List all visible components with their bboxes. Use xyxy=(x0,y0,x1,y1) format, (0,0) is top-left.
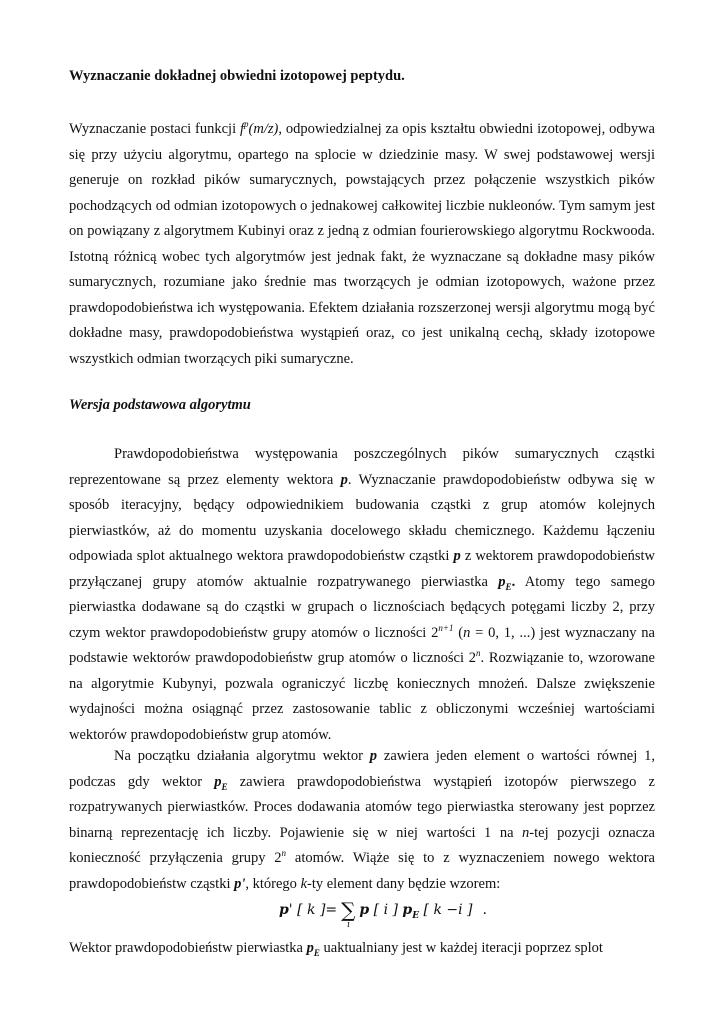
vector-subscript: E xyxy=(221,781,228,792)
section-paragraph-3 xyxy=(69,936,655,962)
vector-symbol: p xyxy=(498,573,506,590)
function-argument: (m/z) xyxy=(248,121,279,137)
formula-lhs-index: ' [ k ]= xyxy=(288,902,338,918)
text-run: Na początku działania algorytmu wektor xyxy=(114,748,370,764)
text-run: = 0, 1, ...) jest wyznaczany na podstawie wektorów prawdopodobieństw grup atomów o liczności 2 xyxy=(69,624,655,666)
text-run: Prawdopodobieństwa występowania poszczególnych pików sumarycznych cząstki reprezentowane są przez elementy wektora xyxy=(69,446,655,488)
text-run: . Wyznaczanie prawdopodobieństw odbywa się w sposób iteracyjny, będący odpowiednikiem budowania cząstki z grup atomów kolejnych pierwiastków, aż do momentu uzyskania docelowego składu chemicznego. Każdemu łączeniu odpowiada splot aktualnego wektora prawdopodobieństw cząstki xyxy=(69,471,655,564)
text-run: zawiera prawdopodobieństwa wystąpień izotopów pierwszego z rozpatrywanych pierwiastków. Proces dodawania atomów tego pierwiastka sterowany jest poprzez binarną reprezentację ich liczby. Pojawienie się w niej wartości 1 na xyxy=(69,773,655,841)
text-run: Wyznaczanie postaci funkcji xyxy=(69,121,240,137)
text-run: atomów. Wiąże się to z wyznaczeniem nowego wektora prawdopodobieństw cząstki xyxy=(69,850,655,892)
text-run: zawiera jeden element o wartości równej 1, podczas gdy wektor xyxy=(69,748,655,790)
exponent: n xyxy=(281,848,287,859)
text-run: -ty element dany będzie wzorem: xyxy=(307,875,501,892)
vector-symbol: p xyxy=(453,548,461,564)
section-paragraph-1 xyxy=(69,442,655,748)
sigma-glyph: ∑ xyxy=(341,898,356,922)
formula-index: [ k −i ] xyxy=(419,902,473,918)
formula-index: [ i ] xyxy=(369,902,403,918)
vector-subscript: E xyxy=(313,947,320,958)
text-run: uaktualniany jest w każdej iteracji poprzez splot xyxy=(319,940,603,956)
formula-subscript: E xyxy=(412,910,420,921)
vector-subscript: E xyxy=(505,581,512,592)
text-run: Wektor prawdopodobieństw pierwiastka xyxy=(69,940,307,956)
exponent: n+1 xyxy=(438,622,454,633)
text-run: Atomy tego samego pierwiastka dodawane są do cząstki w grupach o licznościach będących potęgami liczby 2, przy czym wektor prawdopodobieństw grupy atomów o liczności 2 xyxy=(69,573,655,641)
text-run: -tej pozycji oznacza konieczność przyłączenia grupy 2 xyxy=(69,824,655,866)
text-run: . xyxy=(511,573,516,590)
exponent: n xyxy=(475,648,481,659)
section-heading: Wersja podstawowa algorytmu xyxy=(69,397,251,413)
formula-vector: p xyxy=(402,902,413,918)
sum-index: i xyxy=(347,920,351,930)
sum-symbol xyxy=(341,898,356,930)
formula-lhs-vector: p xyxy=(279,902,289,918)
function-superscript: p xyxy=(244,119,249,130)
vector-symbol: p xyxy=(340,471,348,488)
convolution-formula xyxy=(279,898,487,930)
text-run: , którego xyxy=(245,875,301,892)
document-title: Wyznaczanie dokładnej obwiedni izotopowej peptydu. xyxy=(69,68,405,84)
vector-symbol: p xyxy=(214,773,222,790)
formula-period: . xyxy=(482,902,487,918)
text-run: . Rozwiązanie to, wzorowane na algorytmie Kubynyi, pozwala ograniczyć liczbę koniecznych mnożeń. Dalsze zwiększenie wydajności można osiągnąć przez zastosowanie tablic z obliczonymi wcześniej wartościami wektorów prawdopodobieństw grup atomów. xyxy=(69,650,655,743)
function-symbol: f xyxy=(239,121,245,137)
text-run: ( xyxy=(453,624,464,641)
variable-k: k xyxy=(300,875,307,892)
section-paragraph-2 xyxy=(69,744,655,897)
vector-symbol: p' xyxy=(234,875,246,892)
variable-n: n xyxy=(522,824,530,841)
vector-symbol: p xyxy=(306,940,314,956)
variable-n: n xyxy=(463,624,471,641)
formula-vector: p xyxy=(359,902,370,918)
vector-symbol: p xyxy=(369,748,378,764)
text-run: , odpowiedzialnej za opis kształtu obwiedni izotopowej, odbywa się przy użyciu algorytmu, opartego na splocie w dziedzinie masy. W swej podstawowej wersji generuje on rozkład pików sumarycznych, powstających przez połączenie wszystkich pików pochodzących od odmian izotopowych o jednakowej całkowitej liczbie nukleonów. Tym samym jest on powiązany z algorytmem Kubinyi oraz z jedną z odmian fourierowskiego algorytmu Rockwooda. Istotną różnicą wobec tych algorytmów jest jednak fakt, że wyznaczane są dokładne masy pików sumarycznych, rozumiane jako średnie mas tworzących je odmian izotopowych, ważone przez prawdopodobieństwa ich występowania. Efektem działania rozszerzonej wersji algorytmu mogą być dokładne masy, prawdopodobieństwa wystąpień oraz, co jest unikalną cechą, składy izotopowe wszystkich odmian tworzących piki sumaryczne. xyxy=(69,121,655,367)
intro-paragraph xyxy=(69,117,655,372)
text-run: z wektorem prawdopodobieństw przyłączanej grupy atomów aktualnie rozpatrywanego pierwiastka xyxy=(69,548,655,590)
